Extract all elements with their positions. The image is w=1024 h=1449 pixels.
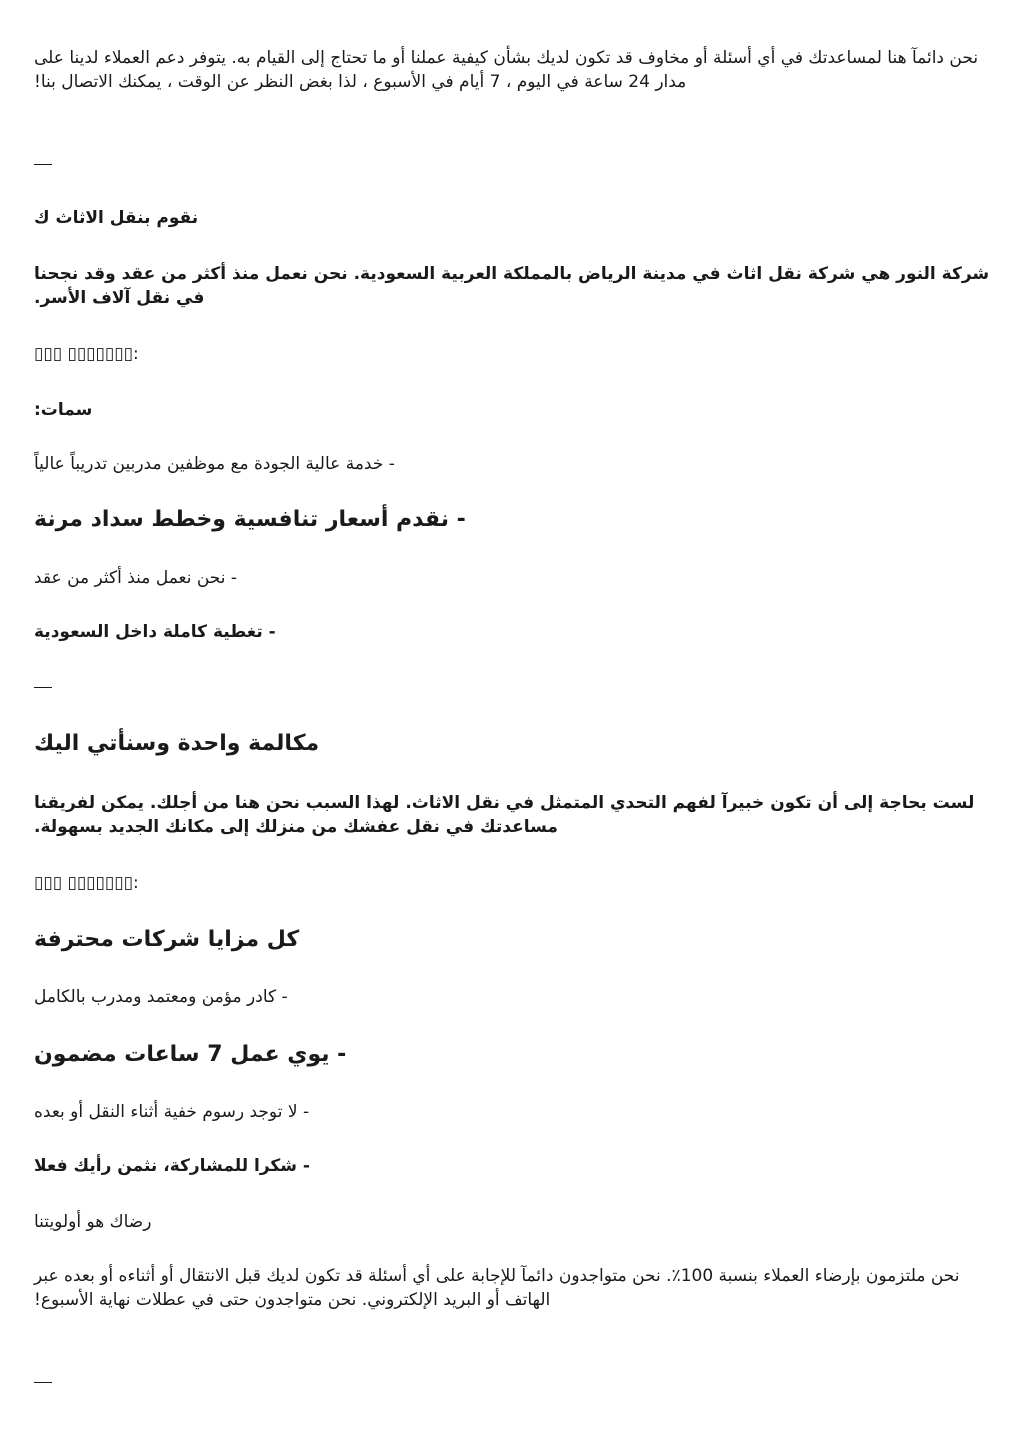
satisfaction-line: رضاك هو أولويتنا (34, 1212, 152, 1232)
expert-paragraph: لست بحاجة إلى أن تكون خبيرآ لفهم التحدي المتمثل في نقل الاثاث. لهذا السبب نحن هنا من أجلك. يمكن لفريقنا مساعدتك في نقل عفشك من منزلك إلى مكانك الجديد بسهولة. (34, 793, 975, 837)
unrendered-text-line: ▯▯▯ ▯▯▯▯▯▯▯: (34, 344, 139, 364)
feature-item: - تغطية كاملة داخل السعودية (34, 622, 276, 642)
section-separator (34, 1382, 52, 1383)
feature-item: - نحن نعمل منذ أكثر من عقد (34, 568, 238, 588)
unrendered-text-line: ▯▯▯ ▯▯▯▯▯▯▯: (34, 873, 139, 893)
advantage-item: - لا توجد رسوم خفية أثناء النقل أو بعده (34, 1102, 310, 1122)
feature-item: - خدمة عالية الجودة مع موظفين مدربين تدريباً عالياً (34, 454, 395, 474)
section-separator (34, 164, 52, 165)
intro-paragraph: نحن دائمآ هنا لمساعدتك في أي أسئلة أو مخاوف قد تكون لديك بشأن كيفية عملنا أو ما تحتاج إلى القيام به. يتوفر دعم العملاء لدينا على مدار 24 ساعة في اليوم ، 7 أيام في الأسبوع ، لذا بغض النظر عن الوقت ، يمكنك الاتصال بنا! (34, 48, 979, 92)
advantage-item: - كادر مؤمن ومعتمد ومدرب بالكامل (34, 987, 288, 1007)
company-about-paragraph: شركة النور هي شركة نقل اثاث في مدينة الرياض بالمملكة العربية السعودية. نحن نعمل منذ أكثر من عقد وقد نجحنا في نقل آلاف الأسر. (34, 264, 990, 308)
advantages-heading: كل مزايا شركات محترفة (34, 927, 300, 952)
feature-item: - نقدم أسعار تنافسية وخطط سداد مرنة (34, 507, 466, 532)
call-heading: مكالمة واحدة وسنأتي اليك (34, 731, 320, 756)
advantage-item: - شكرا للمشاركة، نثمن رأيك فعلا (34, 1156, 310, 1176)
advantage-item: - يوي عمل 7 ساعات مضمون (34, 1042, 347, 1067)
moving-heading: نقوم بنقل الاثاث ك (34, 208, 199, 228)
section-separator (34, 687, 52, 688)
commitment-paragraph: نحن ملتزمون بإرضاء العملاء بنسبة 100٪. نحن متواجدون دائمآ للإجابة على أي أسئلة قد تكون لديك قبل الانتقال أو أثناءه أو بعده عبر الهاتف أو البريد الإلكتروني. نحن متواجدون حتى في عطلات نهاية الأسبوع! (34, 1266, 960, 1310)
features-label: سمات: (34, 400, 93, 420)
